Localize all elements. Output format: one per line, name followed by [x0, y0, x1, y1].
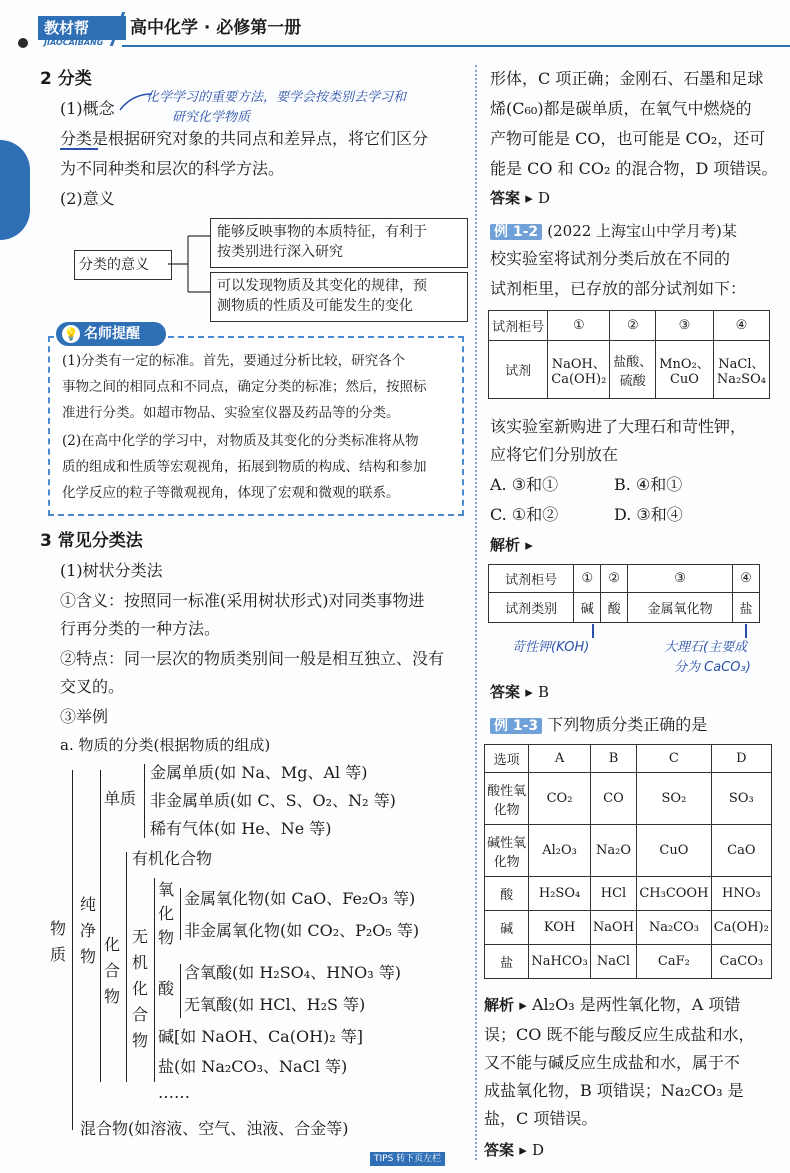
tree-bracket-oxide: [180, 888, 181, 940]
sec3-line5: 交叉的。: [60, 677, 125, 696]
table-row: [485, 825, 772, 877]
cell-line: 化物: [493, 802, 520, 818]
table-row: [485, 773, 772, 825]
tree-base: 碱[如 NaOH、Ca(OH)₂ 等]: [158, 1027, 364, 1046]
example-1-2-line1: (2022 上海宝山中学月考)某: [547, 222, 737, 240]
tree-bracket-compound: [126, 852, 127, 1082]
table-cell: CO₂: [529, 773, 591, 825]
table-cell: [713, 341, 769, 399]
table-row: [485, 745, 772, 773]
answer-label: 答案: [490, 189, 521, 207]
table-cell: CaF₂: [637, 945, 711, 979]
page-header-title: 高中化学 · 必修第一册: [130, 18, 302, 38]
table-cell: NaCl: [590, 945, 636, 979]
table-cell: SO₂: [637, 773, 711, 825]
table-cell: 盐: [485, 945, 529, 979]
table-cell: [485, 773, 529, 825]
table-row: [485, 877, 772, 911]
table-cell: [485, 825, 529, 877]
classification-table: [484, 744, 772, 979]
tip-line-5: 质的组成和性质等宏观视角，拓展到物质的构成、结构和参加: [62, 459, 427, 475]
answer-value: D: [538, 189, 551, 207]
sec3-line7: a. 物质的分类(根据物质的组成): [60, 736, 271, 754]
cell-line: 碱性氧: [487, 835, 527, 851]
table-cell: 酸: [601, 593, 628, 623]
table-cell: CH₃COOH: [637, 877, 711, 911]
table-cell: SO₃: [711, 773, 771, 825]
sec3-line2: ①含义：按照同一标准(采用树状形式)对同类事物进: [60, 591, 425, 610]
handwritten-note-line2: 研究化学物质: [172, 110, 251, 125]
tree-acid: 酸: [158, 979, 175, 998]
table-row: [489, 311, 770, 341]
tree-bracket-pure: [100, 770, 101, 1082]
tip-line-4: (2)在高中化学的学习中，对物质及其变化的分类标准将从物: [62, 433, 419, 449]
handwritten-note-line1: 化学学习的重要方法，要学会按类别去学习和: [146, 90, 407, 105]
analysis-label-1: 解析 ▸: [490, 536, 533, 554]
table-cell: 试剂柜号: [489, 311, 548, 341]
reagent-cabinet-table: [488, 310, 770, 399]
cell-line: NaCl、: [718, 356, 765, 372]
analysis-1-3-line3: 又不能与碱反应生成盐和水，属于不: [484, 1053, 741, 1072]
table-cell: 选项: [485, 745, 529, 773]
tip-line-1: (1)分类有一定的标准。首先，要通过分析比较，研究各个: [62, 353, 406, 369]
option-a: A. ③和①: [490, 475, 559, 494]
cell-line: 硫酸: [619, 373, 646, 389]
table-cell: NaHCO₃: [529, 945, 591, 979]
meaning-center-box: 分类的意义: [74, 250, 172, 280]
answer-value: D: [532, 1141, 545, 1159]
tree-metal-element: 金属单质(如 Na、Mg、Al 等): [150, 763, 368, 782]
tree-bracket-acid: [180, 964, 181, 1018]
tree-oxide: 氧化物: [158, 880, 175, 947]
analysis-arrow-icon: ▸: [514, 996, 532, 1014]
example-badge: 例 1-3: [490, 718, 542, 734]
cell-line: 酸性氧: [487, 783, 527, 799]
table-cell: CO: [590, 773, 636, 825]
tree-etc: ……: [158, 1083, 190, 1102]
analysis-table: [488, 564, 760, 623]
analysis-1-3-line4: 成盐氧化物，B 项错误；Na₂CO₃ 是: [484, 1081, 744, 1100]
answer-arrow-icon: ▸: [520, 683, 538, 701]
table-cell: ②: [601, 565, 628, 593]
table-cell: C: [637, 745, 711, 773]
analysis-1-3-line1: [484, 992, 740, 1018]
tree-oxyacid: 含氧酸(如 H₂SO₄、HNO₃ 等): [184, 963, 402, 982]
table-row: [485, 911, 772, 945]
answer-value: B: [538, 683, 550, 701]
tree-metal-oxide: 金属氧化物(如 CaO、Fe₂O₃ 等): [184, 889, 416, 908]
table-cell: H₂SO₄: [529, 877, 591, 911]
teacher-tip-label: 名师提醒: [84, 326, 140, 342]
meaning-box-2-line2: 测物质的性质及可能发生的变化: [217, 298, 413, 314]
tree-root: 物质: [50, 919, 67, 964]
prev-analysis-line4: 能是 CO 和 CO₂ 的混合物，D 项错误。: [490, 159, 778, 178]
prev-analysis-line1: 形体，C 项正确；金刚石、石墨和足球: [490, 69, 764, 88]
analysis-1-3-line2: 误；CO 既不能与酸反应生成盐和水，: [484, 1025, 755, 1044]
tree-bracket-root: [72, 770, 73, 1130]
sec3-line1: (1)树状分类法: [60, 561, 163, 580]
cell-line: NaOH、: [551, 356, 606, 372]
tips-text: 转下页左栏: [396, 1154, 442, 1164]
table-cell: D: [711, 745, 771, 773]
meaning-box-2: [210, 272, 468, 322]
answer-label: 答案: [484, 1141, 515, 1159]
tip-line-2: 事物之间的相同点和不同点，确定分类的标准；然后，按照标: [62, 379, 427, 395]
table-cell: Al₂O₃: [529, 825, 591, 877]
cell-line: Ca(OH)₂: [551, 371, 607, 387]
tree-pure: 纯净物: [80, 895, 97, 966]
table-cell: ③: [656, 311, 714, 341]
table-cell: ①: [548, 311, 610, 341]
meaning-box-1-line1: 能够反映事物的本质特征，有利于: [217, 224, 427, 240]
table-cell: HNO₃: [711, 877, 771, 911]
prev-analysis-line3: 产物可能是 CO，也可能是 CO₂，还可: [490, 129, 766, 148]
handwritten-underline: [60, 148, 98, 150]
side-tab-decoration: [0, 140, 30, 240]
answer-label: 答案: [490, 683, 521, 701]
table-cell: B: [590, 745, 636, 773]
tree-organic: 有机化合物: [132, 849, 213, 868]
tip-line-3: 准进行分类。如超市物品、实验室仪器及药品等的分类。: [62, 405, 400, 421]
cell-line: MnO₂、: [659, 356, 710, 372]
section-2-title: 2 分类: [40, 69, 92, 89]
table-row: [489, 565, 760, 593]
tree-nonmetal-oxide: 非金属氧化物(如 CO₂、P₂O₅ 等): [184, 921, 420, 940]
table-cell: KOH: [529, 911, 591, 945]
analysis-label-text: 解析: [490, 536, 521, 554]
table-cell: ④: [733, 565, 760, 593]
analysis-text: Al₂O₃ 是两性氧化物，A 项错: [532, 995, 741, 1014]
teacher-tip-tag: [56, 322, 166, 346]
definition-line2: 为不同种类和层次的科学方法。: [60, 159, 285, 178]
tree-element: 单质: [104, 789, 137, 808]
cell-line: Na₂SO₄: [716, 371, 766, 387]
table-cell: NaOH: [590, 911, 636, 945]
tree-salt: 盐(如 Na₂CO₃、NaCl 等): [158, 1057, 348, 1076]
table-cell: 盐: [733, 593, 760, 623]
table-cell: Ca(OH)₂: [711, 911, 771, 945]
binder-pin: [18, 38, 28, 48]
table-row: [489, 341, 770, 399]
definition-line1: 分类是根据研究对象的共同点和差异点，将它们区分: [60, 129, 429, 148]
table-cell: ③: [628, 565, 733, 593]
table-cell: ②: [610, 311, 656, 341]
sec3-line6: ③举例: [60, 707, 109, 726]
question-1-2-line1: 该实验室新购进了大理石和苛性钾，: [490, 417, 747, 436]
option-b: B. ④和①: [614, 475, 683, 494]
answer-row-1: [490, 188, 550, 208]
tip-line-6: 化学反应的粒子等微观视角，体现了宏观和微观的联系。: [62, 485, 400, 501]
lightbulb-icon: 💡: [63, 327, 79, 341]
header-rule: [122, 45, 790, 47]
analysis-label-text: 解析: [484, 996, 515, 1014]
table-cell: ①: [574, 565, 601, 593]
meaning-label: (2)意义: [60, 189, 115, 208]
table-row: [489, 593, 760, 623]
table-cell: CaCO₃: [711, 945, 771, 979]
handwritten-koh: 苛性钾(KOH): [512, 640, 590, 655]
table-cell: 试剂柜号: [489, 565, 574, 593]
cell-line: 化物: [493, 854, 520, 870]
table-cell: 碱: [574, 593, 601, 623]
sec3-line4: ②特点：同一层次的物质类别间一般是相互独立、没有: [60, 649, 445, 668]
table-cell: Na₂CO₃: [637, 911, 711, 945]
example-1-3-header: [490, 712, 707, 738]
table-cell: [548, 341, 610, 399]
table-cell: [656, 341, 714, 399]
tree-nonmetal-element: 非金属单质(如 C、S、O₂、N₂ 等): [150, 791, 396, 810]
tree-bracket-inorganic: [154, 878, 155, 1082]
answer-row-2: [490, 682, 549, 702]
table-cell: 碱: [485, 911, 529, 945]
handwritten-caco3-line1: 大理石(主要成: [664, 640, 748, 655]
table-cell: 试剂类别: [489, 593, 574, 623]
option-c: C. ①和②: [490, 505, 559, 524]
table-cell: 酸: [485, 877, 529, 911]
example-1-3-question: 下列物质分类正确的是: [547, 715, 708, 734]
brand-subtitle: JIAOCAIBANG: [44, 38, 104, 47]
table-row: [485, 945, 772, 979]
brand-badge: 教材帮: [38, 16, 126, 40]
answer-arrow-icon: ▸: [514, 1141, 532, 1159]
table-cell: 金属氧化物: [628, 593, 733, 623]
meaning-box-1-line2: 按类别进行深入研究: [217, 244, 343, 260]
table-cell: 试剂: [489, 341, 548, 399]
question-1-2-line2: 应将它们分别放在: [490, 445, 619, 464]
cell-line: 盐酸、: [613, 354, 653, 370]
meaning-bracket: [168, 228, 212, 300]
tips-footer: [370, 1152, 445, 1166]
table-cell: Na₂O: [590, 825, 636, 877]
meaning-box-1: [210, 218, 468, 268]
table-cell: CuO: [637, 825, 711, 877]
column-divider: [475, 65, 478, 1160]
example-1-2-line2: 校实验室将试剂分类后放在不同的: [490, 249, 731, 268]
example-1-2-line3: 试剂柜里，已存放的部分试剂如下：: [490, 279, 747, 298]
prev-analysis-line2: 烯(C₆₀)都是碳单质，在氧气中燃烧的: [490, 99, 752, 118]
handwritten-caco3-line2: 分为 CaCO₃): [674, 660, 751, 675]
meaning-box-2-line1: 可以发现物质及其变化的规律，预: [217, 278, 427, 294]
tree-nonoxyacid: 无氧酸(如 HCl、H₂S 等): [184, 995, 366, 1014]
example-badge: 例 1-2: [490, 224, 542, 240]
concept-label: (1)概念: [60, 99, 115, 118]
table-cell: [610, 341, 656, 399]
section-3-title: 3 常见分类法: [40, 531, 143, 551]
handwritten-tick-1: [592, 624, 594, 638]
tree-noble-gas: 稀有气体(如 He、Ne 等): [150, 819, 332, 838]
table-cell: CaO: [711, 825, 771, 877]
tree-inorganic: 无机化合物: [132, 927, 149, 1050]
table-cell: A: [529, 745, 591, 773]
tree-bracket-element: [144, 764, 145, 838]
example-1-2-header: [490, 218, 737, 244]
table-cell: HCl: [590, 877, 636, 911]
tree-mixture: 混合物(如溶液、空气、浊液、合金等): [80, 1119, 349, 1138]
tips-label: TIPS: [374, 1154, 394, 1164]
cell-line: CuO: [669, 371, 699, 387]
tree-compound: 化合物: [104, 935, 121, 1006]
analysis-1-3-line5: 盐，C 项错误。: [484, 1109, 598, 1128]
sec3-line3: 行再分类的一种方法。: [60, 619, 221, 638]
answer-row-3: [484, 1140, 544, 1160]
option-d: D. ③和④: [614, 505, 683, 524]
answer-arrow-icon: ▸: [520, 189, 538, 207]
table-cell: ④: [713, 311, 769, 341]
